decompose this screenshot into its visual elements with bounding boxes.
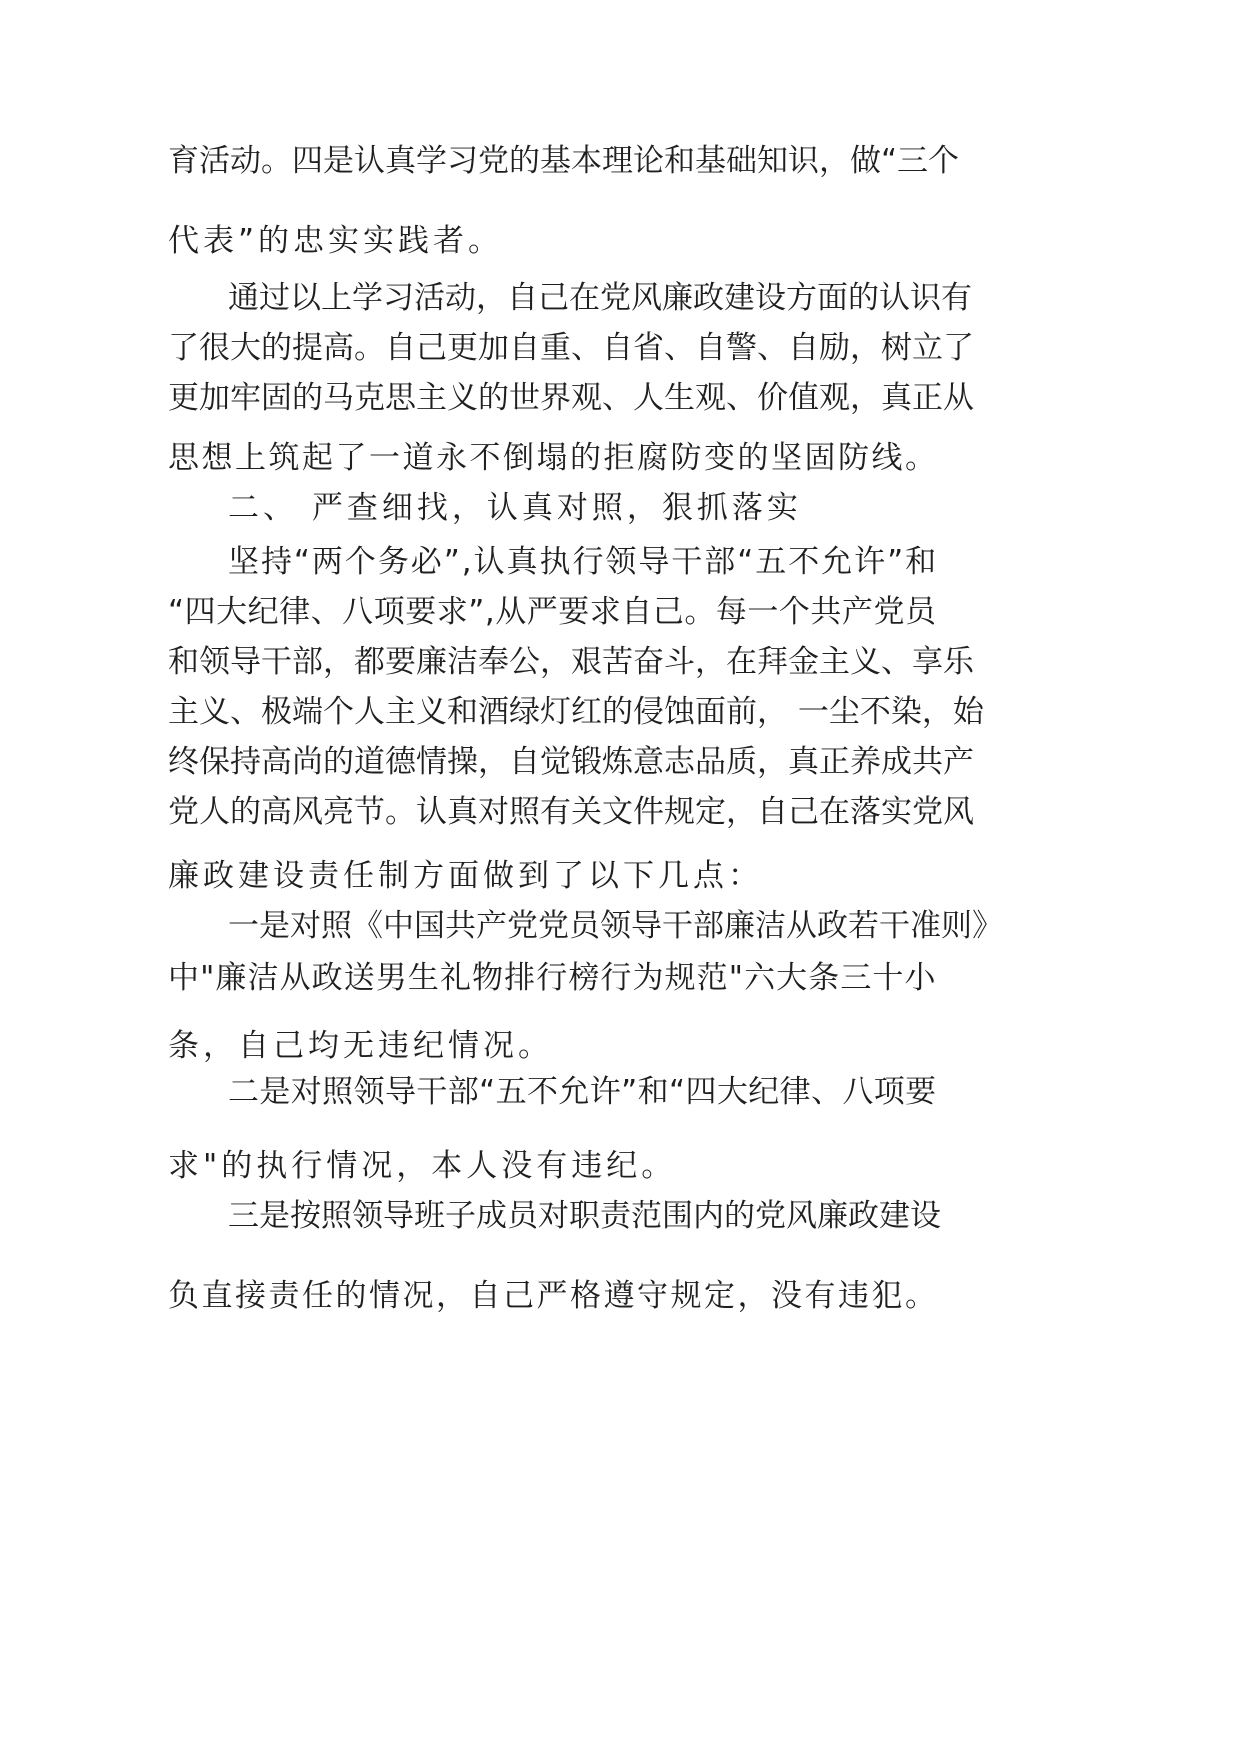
text-line: 更加牢固的马克思主义的世界观、人生观、价值观，真正从 xyxy=(168,380,974,416)
text-line: 三是按照领导班子成员对职责范围内的党风廉政建设 xyxy=(228,1198,941,1234)
text-line: 一是对照《中国共产党党员领导干部廉洁从政若干准则》 xyxy=(228,908,1003,944)
text-line: 廉政建设责任制方面做到了以下几点： xyxy=(168,858,763,894)
text-line: 育活动。四是认真学习党的基本理论和基础知识，做“三个 xyxy=(168,143,960,179)
text-line: 主义、极端个人主义和酒绿灯红的侵蚀面前， 一尘不染，始 xyxy=(168,694,984,730)
text-line: 二是对照领导干部“五不允许”和“四大纪律、八项要 xyxy=(228,1074,937,1110)
text-line: 党人的高风亮节。认真对照有关文件规定，自己在落实党风 xyxy=(168,794,974,830)
text-line: 通过以上学习活动，自己在党风廉政建设方面的认识有 xyxy=(228,280,972,316)
text-line: 坚持“两个务必”,认真执行领导干部“五不允许”和 xyxy=(228,544,939,580)
text-line: 代表”的忠实实践者。 xyxy=(168,223,504,259)
text-line: “四大纪律、八项要求”,从严要求自己。每一个共产党员 xyxy=(168,594,937,630)
text-line: 中"廉洁从政送男生礼物排行榜行为规范"六大条三十小 xyxy=(168,960,937,996)
text-line: 了很大的提高。自己更加自重、自省、自警、自励，树立了 xyxy=(168,330,974,366)
section-heading: 二、 严查细找，认真对照，狠抓落实 xyxy=(228,490,802,526)
text-line: 思想上筑起了一道永不倒塌的拒腐防变的坚固防线。 xyxy=(168,440,939,476)
text-line: 条，自己均无违纪情况。 xyxy=(168,1028,553,1064)
text-line: 和领导干部，都要廉洁奉公，艰苦奋斗，在拜金主义、享乐 xyxy=(168,644,974,680)
text-line: 负直接责任的情况，自己严格遵守规定，没有违犯。 xyxy=(168,1278,939,1314)
text-line: 求"的执行情况，本人没有违纪。 xyxy=(168,1148,677,1184)
text-line: 终保持高尚的道德情操，自觉锻炼意志品质，真正养成共产 xyxy=(168,744,974,780)
